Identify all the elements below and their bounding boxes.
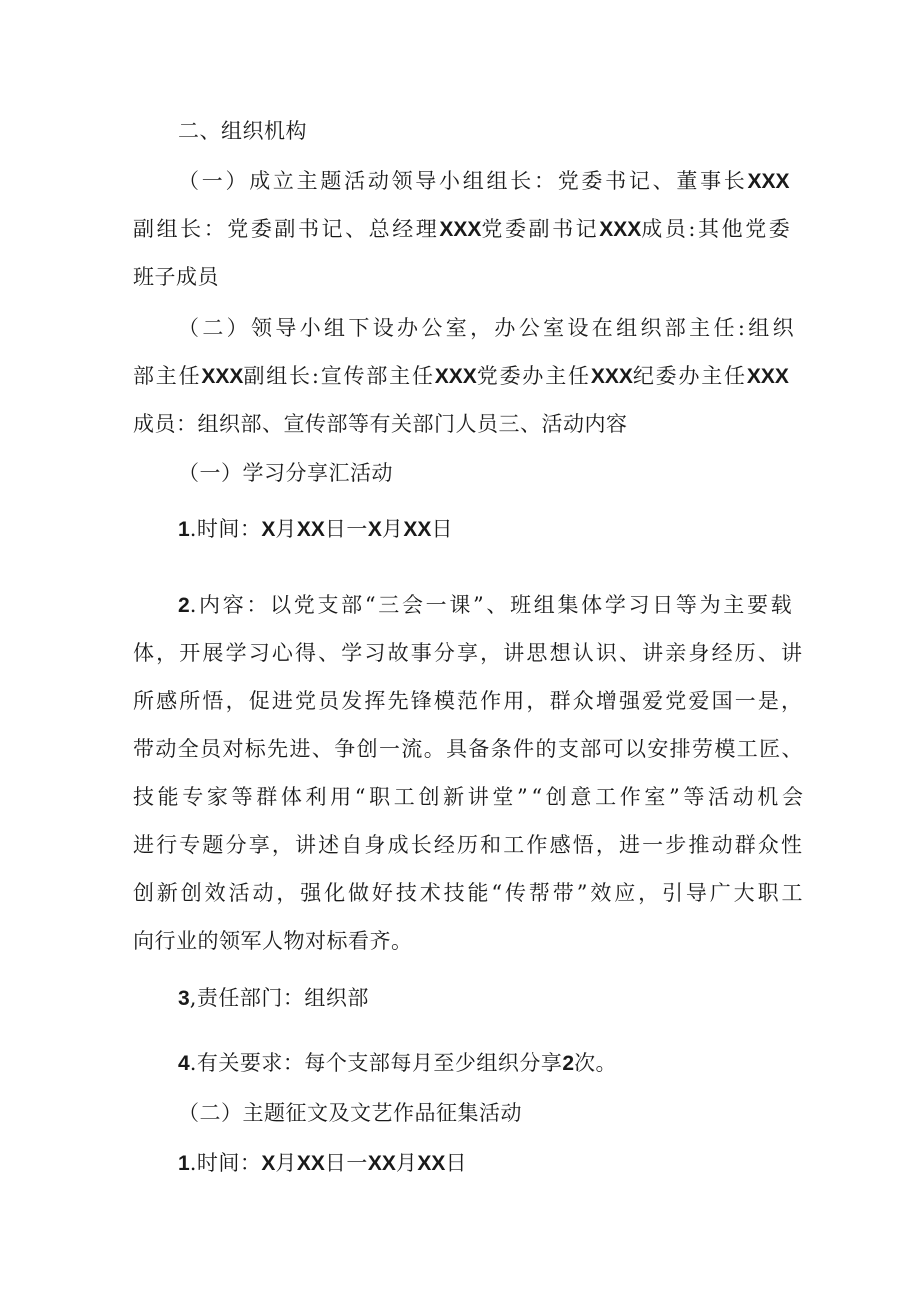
text-run: 技能专家等群体利用“职工创新讲堂”“创意工作室”等活动机会 xyxy=(133,785,807,809)
text-run: 所感所悟，促进党员发挥先锋模范作用，群众增强爱党爱国一是， xyxy=(133,689,805,713)
activity-two-time: 1.时间：X月XX日一XX月XX日 xyxy=(178,1151,467,1175)
activity-one-department: 3,责任部门：组织部 xyxy=(178,986,369,1010)
text-run: 创新创效活动，强化做好技术技能“传帮带”效应，引导广大职工 xyxy=(133,881,806,905)
text-run: 2.内容：以党支部“三会一课”、班组集体学习日等为主要载 xyxy=(178,593,795,617)
text-run: 带动全员对标先进、争创一流。具备条件的支部可以安排劳模工匠、 xyxy=(133,737,804,761)
text-run: （一）成立主题活动领导小组组长：党委书记、董事长XXX xyxy=(178,169,790,193)
paragraph-leadership-line-2 xyxy=(133,214,803,245)
text-run: 进行专题分享，讲述自身成长经历和工作感悟，进一步推动群众性 xyxy=(133,833,805,857)
text-run: 体，开展学习心得、学习故事分享，讲思想认识、讲亲身经历、讲 xyxy=(133,641,805,665)
paragraph-office-line-2 xyxy=(133,361,803,392)
activity-one-requirement: 4.有关要求：每个支部每月至少组织分享2次。 xyxy=(178,1051,618,1075)
paragraph-leadership-line-1 xyxy=(178,166,794,197)
activity-one-content-line xyxy=(133,638,803,668)
activity-two-title: （二）主题征文及文艺作品征集活动 xyxy=(178,1101,522,1125)
activity-one-time: 1.时间：X月XX日一X月XX日 xyxy=(178,517,453,541)
paragraph-office-line-1 xyxy=(178,313,797,343)
activity-one-content-line xyxy=(133,686,803,716)
text-run: 部主任XXX副组长:宣传部主任XXX党委办主任XXX纪委办主任XXX xyxy=(133,364,789,388)
activity-one-content-line xyxy=(133,878,806,908)
text-run: （二）领导小组下设办公室，办公室设在组织部主任:组织 xyxy=(178,316,797,340)
activity-one-content-line xyxy=(133,830,803,860)
activity-one-content-line: 向行业的领军人物对标看齐。 xyxy=(133,929,413,953)
paragraph-office-line-3: 成员：组织部、宣传部等有关部门人员三、活动内容 xyxy=(133,412,628,436)
activity-one-content-line xyxy=(133,734,803,764)
activity-one-content-line xyxy=(133,782,807,812)
text-run: 副组长：党委副书记、总经理XXX党委副书记XXX成员:其他党委 xyxy=(133,217,793,241)
activity-one-content-line xyxy=(178,590,794,621)
activity-one-title: （一）学习分享汇活动 xyxy=(178,461,393,485)
section-heading: 二、组织机构 xyxy=(178,119,307,143)
paragraph-leadership-line-3: 班子成员 xyxy=(133,265,219,289)
